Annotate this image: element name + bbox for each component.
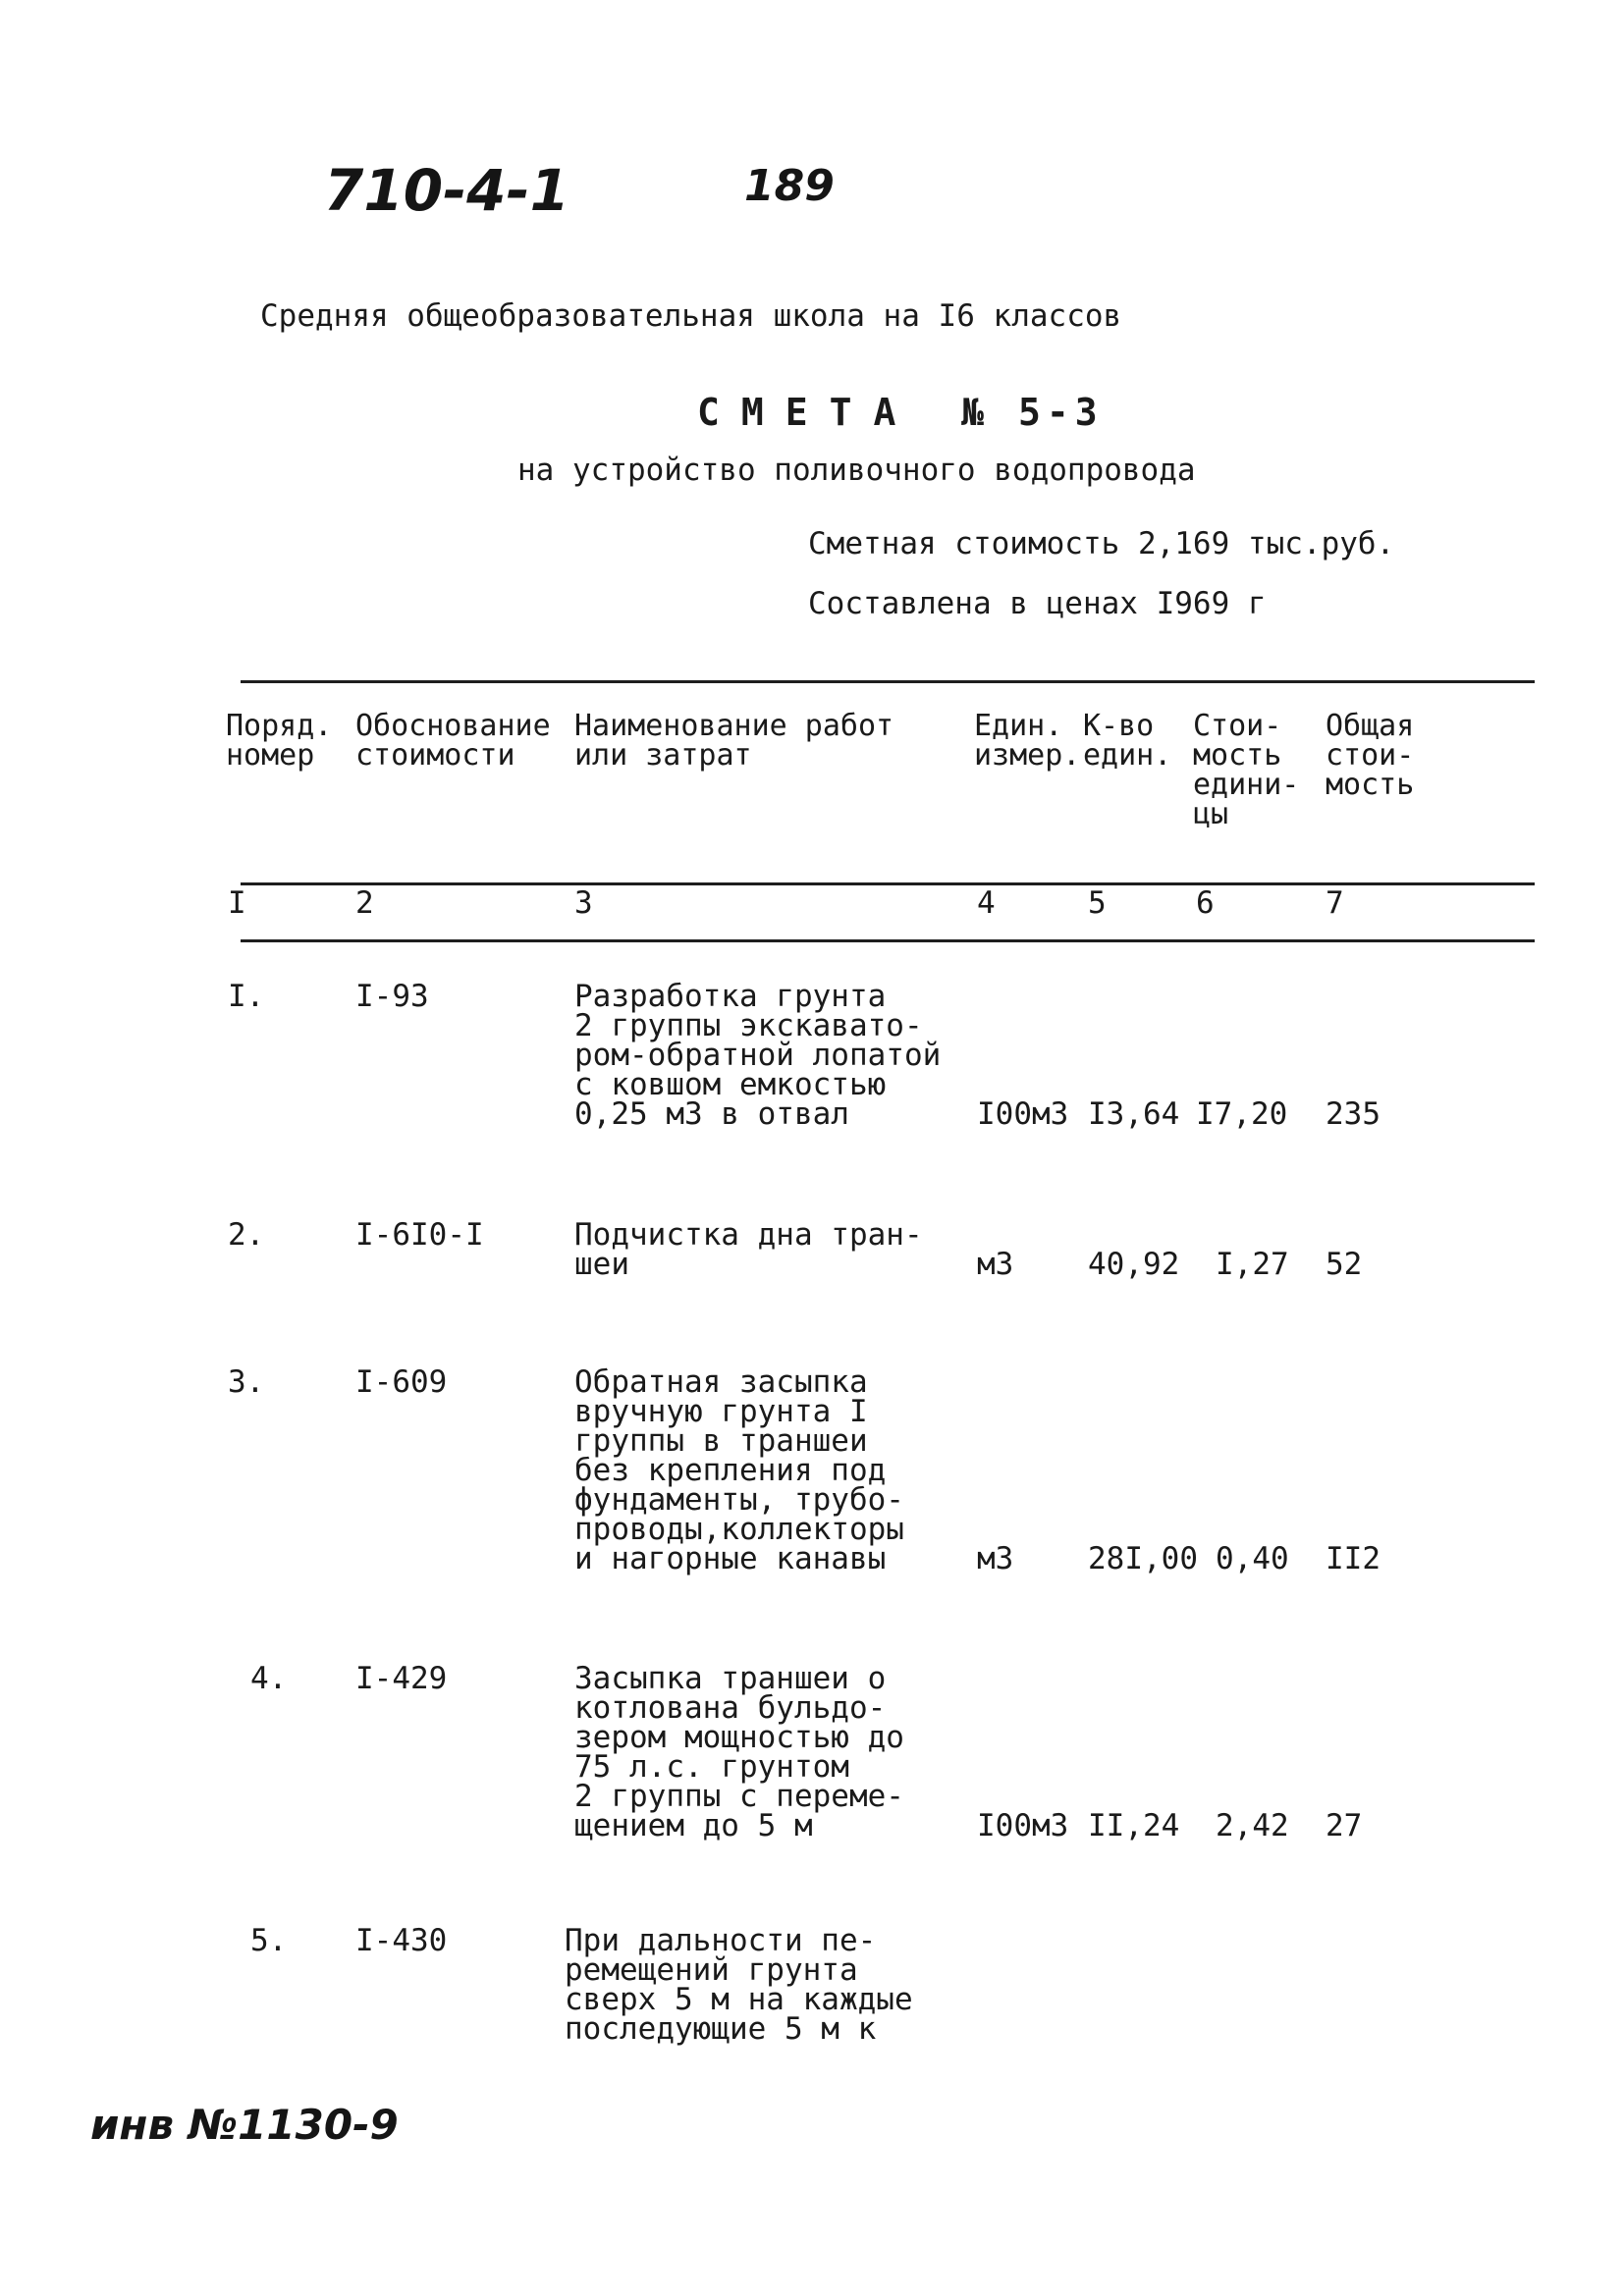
row-unit: I00м3 [977, 1096, 1069, 1132]
col-number-3: 3 [574, 885, 593, 921]
title-word: СМЕТА [697, 391, 918, 434]
document-title [697, 391, 1104, 434]
project-code-handwritten: 710-4-1 [324, 157, 569, 224]
row-code: I-93 [355, 979, 429, 1014]
row-number: 4. [250, 1661, 288, 1696]
col-header-justification: Обоснование стоимости [355, 709, 551, 773]
col-number-4: 4 [977, 885, 996, 921]
row-total-cost: II2 [1326, 1541, 1380, 1576]
col-header-total-cost: Общая стои- мость [1326, 709, 1415, 802]
col-number-1: I [228, 885, 246, 921]
col-number-7: 7 [1326, 885, 1344, 921]
price-basis-line: Составлена в ценах I969 г [808, 586, 1267, 621]
institution-line: Средняя общеобразовательная школа на I6 классов [260, 298, 1122, 334]
row-unit: м3 [977, 1247, 1014, 1282]
row-work-name: Разработка грунта 2 группы экскавато- ром-обратной лопатой с ковшом емкостью 0,25 м3 в отвал [574, 979, 942, 1132]
row-work-name: Обратная засыпка вручную грунта I группы в траншеи без крепления под фундаменты, трубо- проводы,коллекторы и нагорные канавы [574, 1364, 904, 1576]
row-code: I-6I0-I [355, 1217, 484, 1253]
row-quantity: I3,64 [1088, 1096, 1180, 1132]
row-total-cost: 27 [1326, 1808, 1363, 1843]
col-number-2: 2 [355, 885, 374, 921]
row-unit: м3 [977, 1541, 1014, 1576]
row-quantity: 28I,00 [1088, 1541, 1198, 1576]
col-header-quantity: К-во един. [1083, 709, 1172, 773]
row-unit-cost: 2,42 [1216, 1808, 1289, 1843]
row-work-name: Засыпка траншеи о котлована бульдо- зером мощностью до 75 л.с. грунтом 2 группы с переме- щением до 5 м [574, 1661, 904, 1843]
title-number: № 5-3 [961, 391, 1104, 434]
table-top-rule [241, 680, 1535, 683]
estimated-cost-line: Сметная стоимость 2,169 тыс.руб. [808, 526, 1395, 561]
row-quantity: 40,92 [1088, 1247, 1180, 1282]
row-work-name: При дальности пе- ремещений грунта сверх 5 м на каждые последующие 5 м к [565, 1923, 913, 2047]
row-number: 5. [250, 1923, 288, 1958]
row-total-cost: 235 [1326, 1096, 1380, 1132]
row-number: I. [228, 979, 265, 1014]
row-number: 2. [228, 1217, 265, 1253]
row-unit-cost: 0,40 [1216, 1541, 1289, 1576]
row-work-name: Подчистка дна тран- шеи [574, 1217, 923, 1282]
col-header-unit: Един. измер. [974, 709, 1081, 773]
col-header-order-number: Поряд. номер [226, 709, 333, 773]
row-quantity: II,24 [1088, 1808, 1180, 1843]
page-number-handwritten: 189 [744, 161, 835, 211]
row-code: I-609 [355, 1364, 448, 1400]
col-number-6: 6 [1196, 885, 1215, 921]
table-numbers-rule [241, 939, 1535, 942]
row-number: 3. [228, 1364, 265, 1400]
col-header-unit-cost: Стои- мость едини- цы [1193, 709, 1300, 831]
inventory-number-handwritten: инв №1130-9 [90, 2101, 399, 2149]
row-total-cost: 52 [1326, 1247, 1363, 1282]
document-subtitle: на устройство поливочного водопровода [517, 453, 1196, 488]
row-code: I-430 [355, 1923, 448, 1958]
row-code: I-429 [355, 1661, 448, 1696]
row-unit-cost: I,27 [1216, 1247, 1289, 1282]
col-header-work-name: Наименование работ или затрат [574, 709, 894, 773]
row-unit: I00м3 [977, 1808, 1069, 1843]
col-number-5: 5 [1088, 885, 1107, 921]
row-unit-cost: I7,20 [1196, 1096, 1288, 1132]
